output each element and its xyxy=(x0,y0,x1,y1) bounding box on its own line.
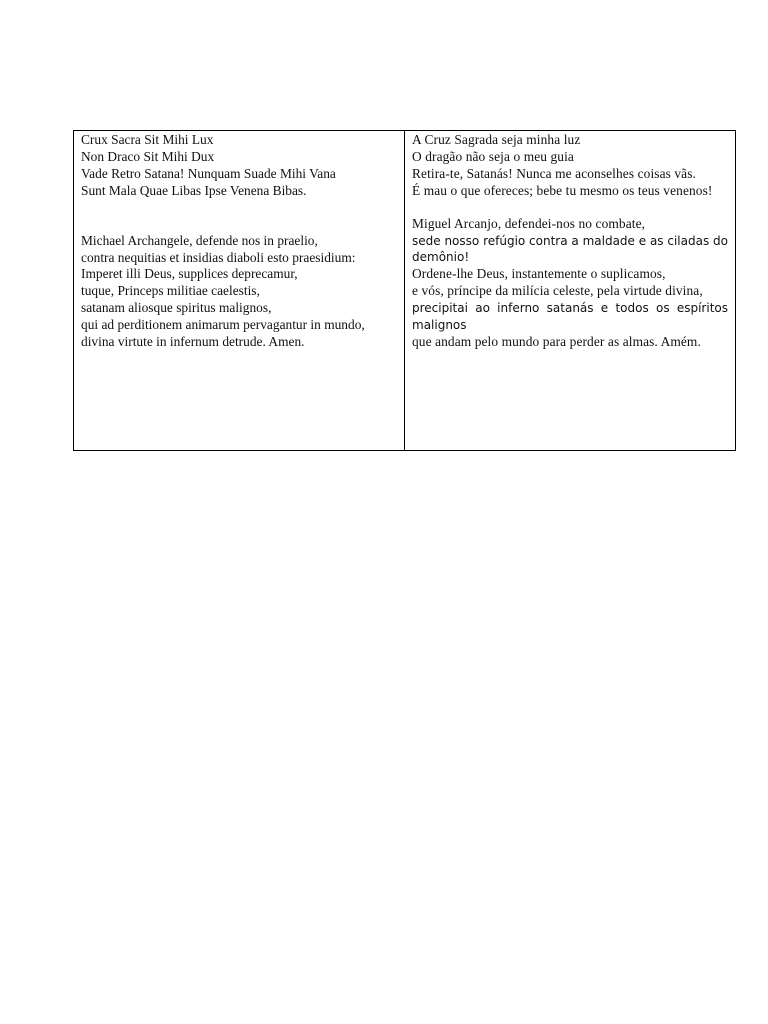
latin-prayer-line: Imperet illi Deus, supplices deprecamur, xyxy=(81,266,298,282)
table-row xyxy=(74,131,736,451)
latin-prayer-line: Michael Archangele, defende nos in praelio, xyxy=(81,232,318,248)
prayer-table xyxy=(73,130,736,451)
portuguese-prayer-line: que andam pelo mundo para perder as almas. Amém. xyxy=(412,333,701,349)
section-spacer xyxy=(412,200,728,216)
portuguese-prayer-line: e vós, príncipe da milícia celeste, pela virtude divina, xyxy=(412,283,703,299)
portuguese-motto-line: Retira-te, Satanás! Nunca me aconselhes coisas vãs. xyxy=(412,165,696,181)
latin-prayer-line: qui ad perditionem animarum pervagantur in mundo, xyxy=(81,317,365,333)
latin-motto-line: Vade Retro Satana! Nunquam Suade Mihi Vana xyxy=(81,165,336,181)
latin-motto-line: Non Draco Sit Mihi Dux xyxy=(81,148,215,164)
latin-motto-line: Sunt Mala Quae Libas Ipse Venena Bibas. xyxy=(81,182,307,198)
portuguese-prayer-line: Ordene-lhe Deus, instantemente o suplicamos, xyxy=(412,266,666,282)
portuguese-motto-line: É mau o que ofereces; bebe tu mesmo os teus venenos! xyxy=(412,182,713,198)
latin-prayer-line: satanam aliosque spiritus malignos, xyxy=(81,300,272,316)
portuguese-prayer-line: precipitai ao inferno satanás e todos os espíritos malignos xyxy=(412,301,728,333)
portuguese-prayer-line: Miguel Arcanjo, defendei-nos no combate, xyxy=(412,215,646,231)
portuguese-motto-line: A Cruz Sagrada seja minha luz xyxy=(412,132,581,147)
portuguese-motto-line: O dragão não seja o meu guia xyxy=(412,148,574,164)
latin-prayer-line: divina virtute in infernum detrude. Amen. xyxy=(81,334,305,350)
portuguese-column xyxy=(405,131,736,451)
latin-prayer-line: tuque, Princeps militiae caelestis, xyxy=(81,283,260,299)
latin-column xyxy=(74,131,405,451)
latin-motto-line: Crux Sacra Sit Mihi Lux xyxy=(81,132,214,147)
latin-prayer-line: contra nequitias et insidias diaboli esto praesidium: xyxy=(81,249,356,265)
section-spacer xyxy=(81,200,397,233)
portuguese-prayer-line: sede nosso refúgio contra a maldade e as ciladas do demônio! xyxy=(412,233,728,265)
